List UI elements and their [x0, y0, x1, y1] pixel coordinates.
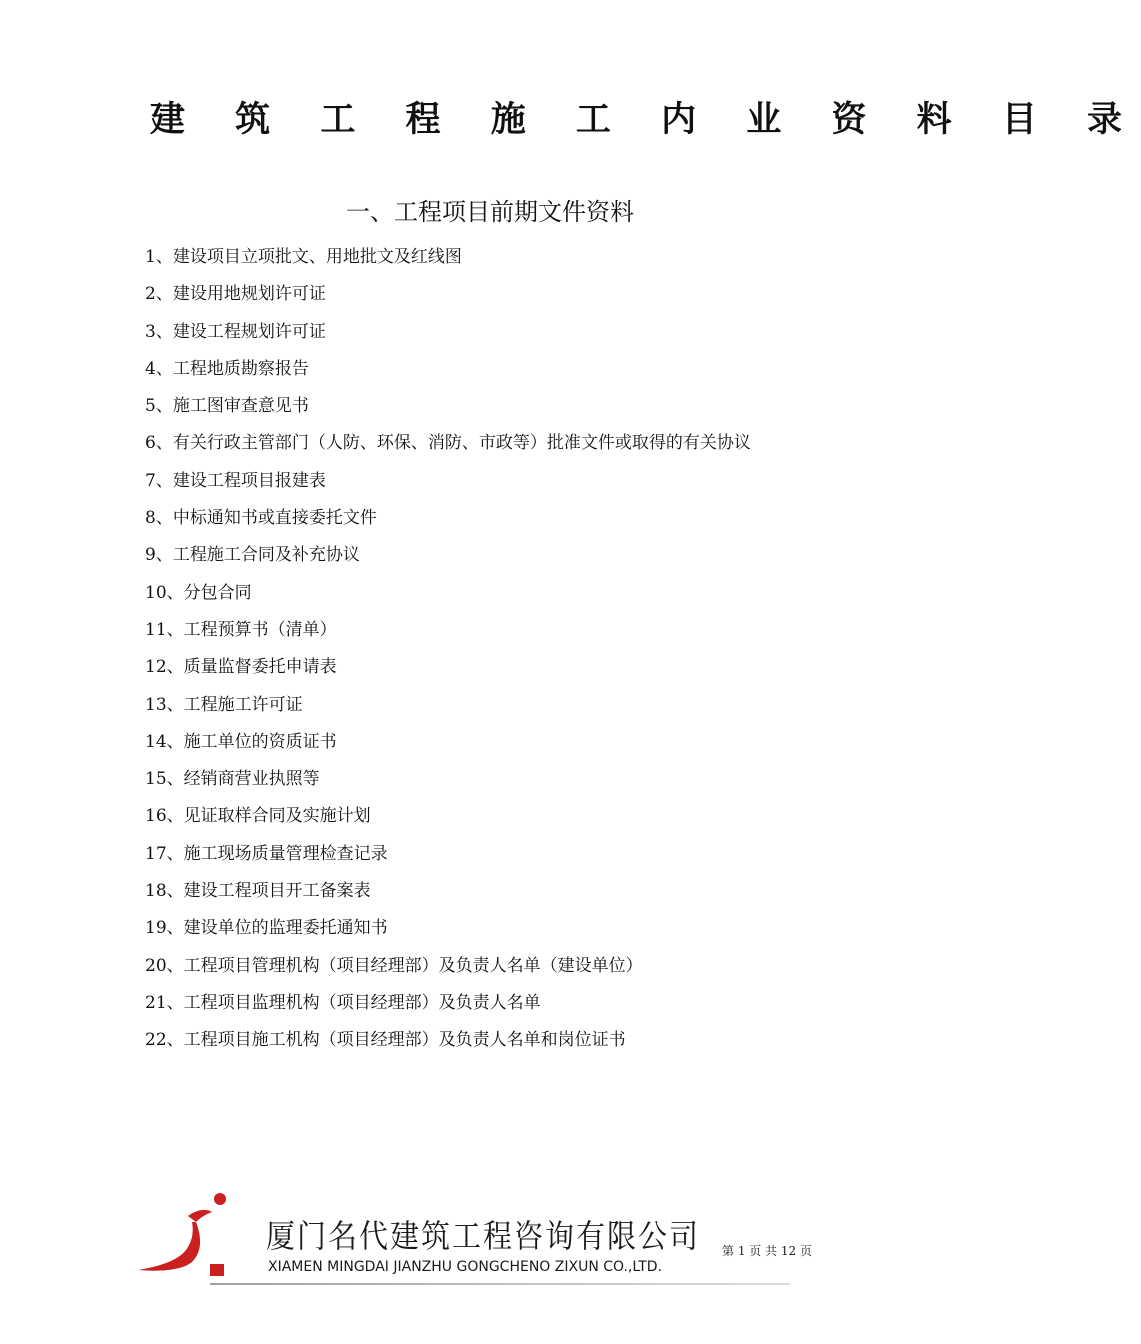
list-item: 21、工程项目监理机构（项目经理部）及负责人名单	[145, 992, 541, 1013]
list-item: 7、建设工程项目报建表	[145, 470, 326, 491]
list-item: 4、工程地质勘察报告	[145, 358, 309, 379]
list-item: 3、建设工程规划许可证	[145, 321, 326, 342]
list-item: 18、建设工程项目开工备案表	[145, 881, 371, 902]
list-item: 1、建设项目立项批文、用地批文及红线图	[145, 247, 462, 267]
list-item: 5、施工图审查意见书	[145, 396, 309, 417]
list-item: 16、见证取样合同及实施计划	[145, 806, 371, 827]
list-item: 19、建设单位的监理委托通知书	[145, 918, 388, 939]
document-title: 建 筑 工 程 施 工 内 业 资 料 目 录	[150, 99, 1141, 140]
list-item: 22、工程项目施工机构（项目经理部）及负责人名单和岗位证书	[145, 1030, 626, 1051]
document-item-list	[145, 244, 865, 1065]
list-item: 15、经销商营业执照等	[145, 769, 320, 790]
list-item: 8、中标通知书或直接委托文件	[145, 508, 377, 529]
red-swoosh-logo-icon	[136, 1190, 230, 1282]
company-logo	[136, 1190, 230, 1282]
list-item: 12、质量监督委托申请表	[145, 657, 337, 678]
company-name-chinese: 厦门名代建筑工程咨询有限公司	[266, 1217, 701, 1255]
list-item: 10、分包合同	[145, 582, 252, 603]
list-item: 6、有关行政主管部门（人防、环保、消防、市政等）批准文件或取得的有关协议	[145, 433, 751, 454]
list-item: 20、工程项目管理机构（项目经理部）及负责人名单（建设单位）	[145, 955, 643, 976]
section-heading: 一、工程项目前期文件资料	[346, 198, 634, 226]
list-item: 9、工程施工合同及补充协议	[145, 545, 360, 566]
footer-divider	[210, 1283, 790, 1285]
page-number: 第 1 页 共 12 页	[722, 1244, 812, 1258]
list-item: 13、工程施工许可证	[145, 694, 303, 715]
list-item: 17、施工现场质量管理检查记录	[145, 843, 388, 864]
list-item: 2、建设用地规划许可证	[145, 284, 326, 305]
list-item: 14、施工单位的资质证书	[145, 731, 337, 752]
list-item: 11、工程预算书（清单）	[145, 619, 337, 640]
company-name-english: XIAMEN MINGDAI JIANZHU GONGCHENO ZIXUN CO.,LTD.	[268, 1259, 663, 1275]
